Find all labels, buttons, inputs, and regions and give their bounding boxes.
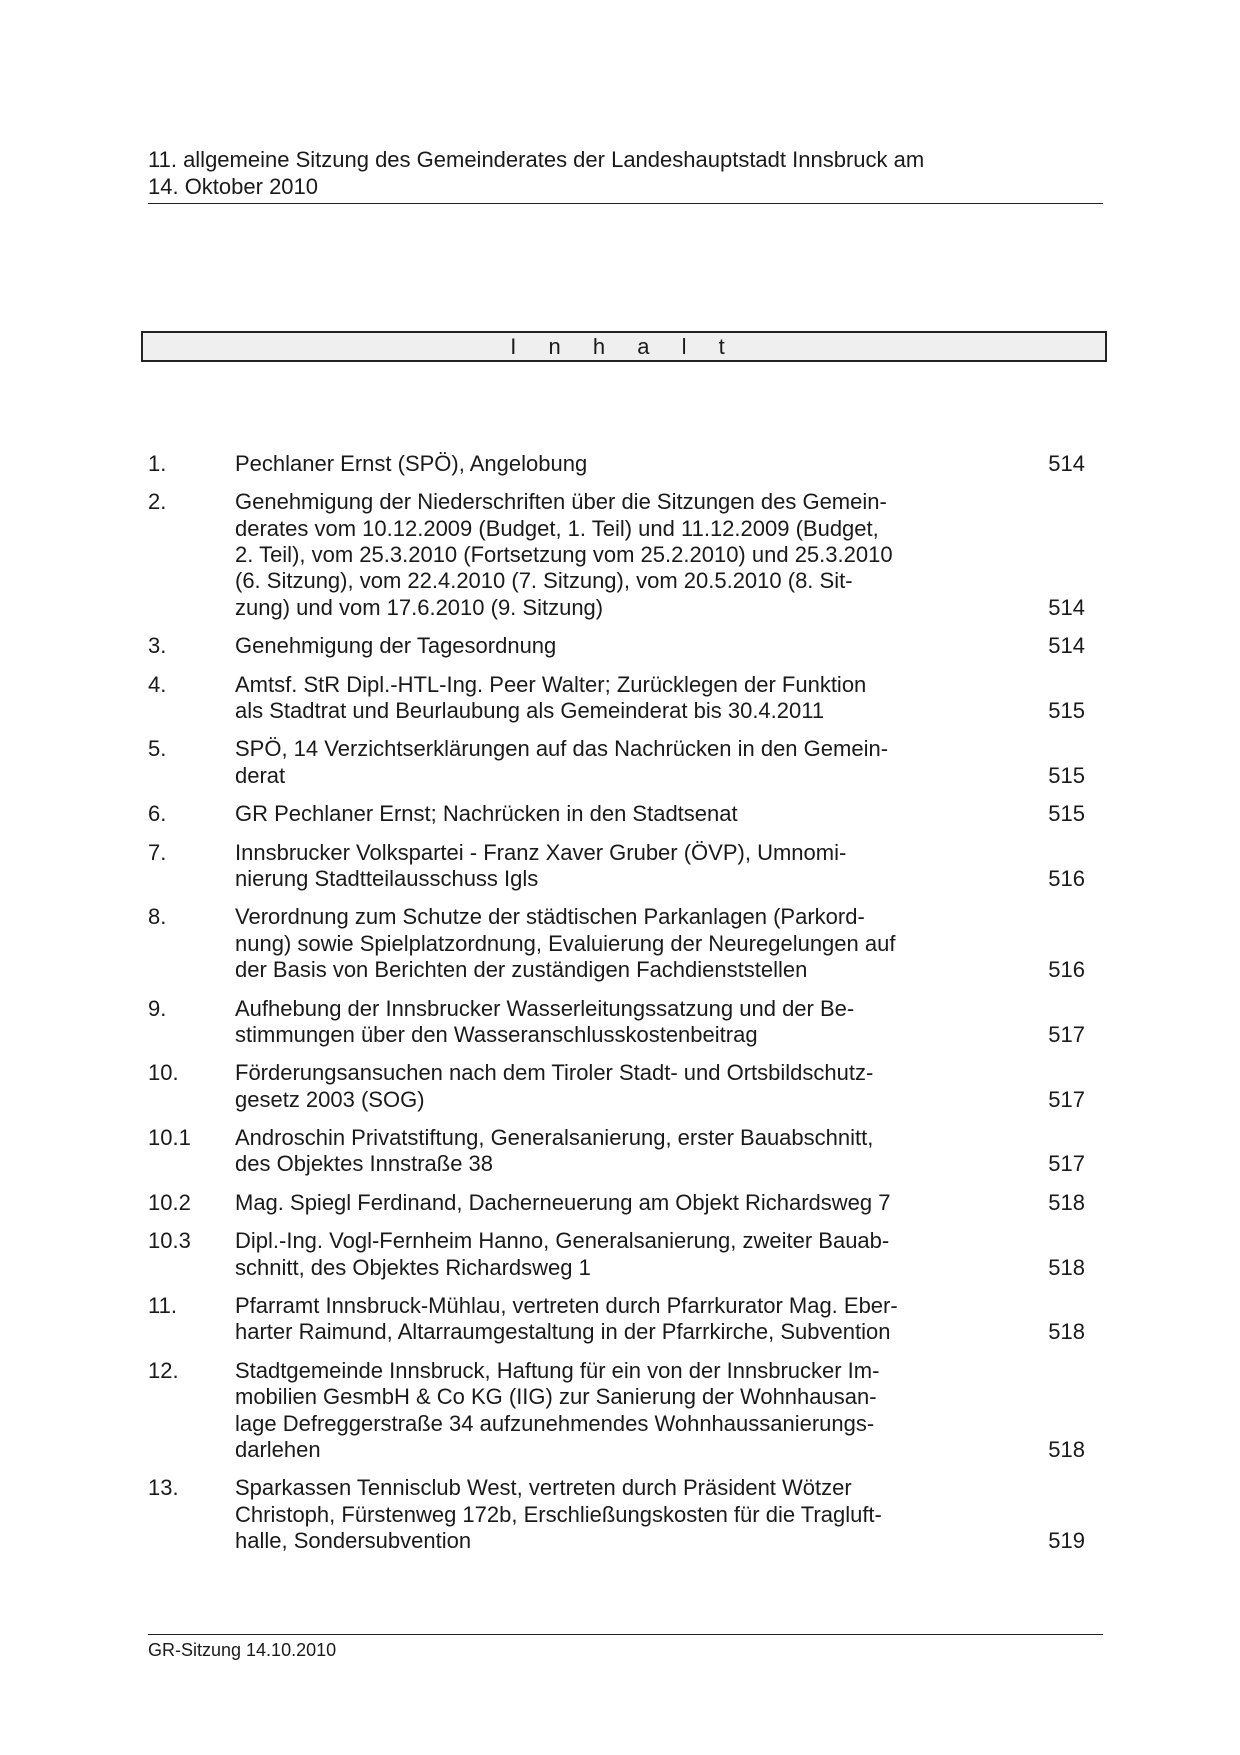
toc-entry-page: 514 bbox=[1048, 633, 1085, 659]
toc-entry-title: Verordnung zum Schutze der städtischen Parkanlagen (Parkord- nung) sowie Spielplatzordnung, Evaluierung der Neuregelungen auf der Basis von Berichten der zuständigen Fachdienststellen bbox=[235, 904, 896, 983]
toc-entry bbox=[148, 1293, 1093, 1346]
toc-entry-number: 13. bbox=[148, 1475, 179, 1501]
toc-entry-number: 6. bbox=[148, 801, 167, 827]
toc-entry-title: Förderungsansuchen nach dem Tiroler Stadt- und Ortsbildschutz- gesetz 2003 (SOG) bbox=[235, 1060, 874, 1112]
toc-entry bbox=[148, 1125, 1093, 1178]
toc-entry-number: 10.3 bbox=[148, 1228, 191, 1254]
toc-entry bbox=[148, 451, 1093, 477]
toc-entry-page: 515 bbox=[1048, 697, 1085, 723]
toc-entry-title: Mag. Spiegl Ferdinand, Dacherneuerung am Objekt Richardsweg 7 bbox=[235, 1189, 891, 1215]
toc-entry-title: Androschin Privatstiftung, Generalsanierung, erster Bauabschnitt, des Objektes Innstraße 38 bbox=[235, 1125, 874, 1177]
toc-entry-title: GR Pechlaner Ernst; Nachrücken in den Stadtsenat bbox=[235, 801, 738, 827]
toc-entry-title: Genehmigung der Niederschriften über die Sitzungen des Gemein- derates vom 10.12.2009 (Budget, 1. Teil) und 11.12.2009 (Budget, 2. Teil), vom 25.3.2010 (Fortsetzung vom 25.2.2010) und 25.3.2010 (6. Sitzung), vom 22.4.2010 (7. Sitzung), vom 20.5.2010 (8. Sit- zung) und vom 17.6.2010 (9. Sitzung) bbox=[235, 489, 893, 620]
toc-entry-number: 10. bbox=[148, 1060, 179, 1086]
toc-entry bbox=[148, 736, 1093, 789]
toc-entry-number: 7. bbox=[148, 839, 167, 865]
toc-entry-page: 518 bbox=[1048, 1436, 1085, 1462]
toc-entry-page: 516 bbox=[1048, 865, 1085, 891]
page-footer bbox=[148, 1634, 1103, 1661]
toc-entry-title: Pechlaner Ernst (SPÖ), Angelobung bbox=[235, 451, 588, 476]
toc-entry-page: 515 bbox=[1048, 801, 1085, 827]
toc-entry-number: 10.1 bbox=[148, 1125, 191, 1151]
toc-entry-page: 517 bbox=[1048, 1086, 1085, 1112]
page-header bbox=[148, 146, 1103, 204]
toc-entry-title: Stadtgemeinde Innsbruck, Haftung für ein von der Innsbrucker Im- mobilien GesmbH & Co KG (IIG) zur Sanierung der Wohnhausan- lage Defreggerstraße 34 aufzunehmendes Wohnhaussanierungs- darlehen bbox=[235, 1357, 880, 1462]
toc-entry-title: Amtsf. StR Dipl.-HTL-Ing. Peer Walter; Zurücklegen der Funktion als Stadtrat und Beurlaubung als Gemeinderat bis 30.4.2011 bbox=[235, 671, 867, 723]
contents-heading: I n h a l t bbox=[141, 331, 1107, 362]
toc-entry bbox=[148, 1060, 1093, 1113]
toc-entry-page: 514 bbox=[1048, 451, 1085, 476]
toc-entry-title: Pfarramt Innsbruck-Mühlau, vertreten durch Pfarrkurator Mag. Eber- harter Raimund, Altarraumgestaltung in der Pfarrkirche, Subvention bbox=[235, 1293, 898, 1345]
footer-text: GR-Sitzung 14.10.2010 bbox=[148, 1640, 337, 1660]
toc-entry-number: 9. bbox=[148, 995, 167, 1021]
toc-entry-page: 517 bbox=[1048, 1151, 1085, 1177]
toc-entry-number: 2. bbox=[148, 489, 167, 515]
toc-entry-number: 11. bbox=[148, 1293, 177, 1319]
toc-entry bbox=[148, 633, 1093, 659]
toc-entry-page: 518 bbox=[1048, 1189, 1085, 1215]
toc-entry bbox=[148, 801, 1093, 827]
toc-entry-page: 517 bbox=[1048, 1021, 1085, 1047]
toc-entry bbox=[148, 672, 1093, 725]
toc-entry-number: 5. bbox=[148, 736, 167, 762]
toc-entry-title: Aufhebung der Innsbrucker Wasserleitungssatzung und der Be- stimmungen über den Wasseranschlusskostenbeitrag bbox=[235, 995, 855, 1047]
toc-entry-title: Sparkassen Tennisclub West, vertreten durch Präsident Wötzer Christoph, Fürstenweg 172b, Erschließungskosten für die Tragluft- halle, Sondersubvention bbox=[235, 1475, 882, 1553]
toc-entry-number: 8. bbox=[148, 904, 167, 930]
header-line-2: 14. Oktober 2010 bbox=[148, 174, 319, 199]
toc-entry bbox=[148, 1475, 1093, 1554]
toc-entry-title: Innsbrucker Volkspartei - Franz Xaver Gruber (ÖVP), Umnomi- nierung Stadtteilausschuss Igls bbox=[235, 839, 847, 891]
toc-entry-title: Dipl.-Ing. Vogl-Fernheim Hanno, Generalsanierung, zweiter Bauab- schnitt, des Objektes Richardsweg 1 bbox=[235, 1228, 890, 1280]
table-of-contents bbox=[148, 451, 1093, 1566]
toc-entry-page: 518 bbox=[1048, 1319, 1085, 1345]
toc-entry-page: 514 bbox=[1048, 594, 1085, 620]
toc-entry-number: 1. bbox=[148, 451, 167, 476]
toc-entry-number: 12. bbox=[148, 1357, 179, 1383]
toc-entry bbox=[148, 1358, 1093, 1463]
header-line-1: 11. allgemeine Sitzung des Gemeinderates der Landeshauptstadt Innsbruck am bbox=[148, 147, 925, 172]
toc-entry bbox=[148, 1228, 1093, 1281]
toc-entry bbox=[148, 1190, 1093, 1216]
toc-entry-number: 3. bbox=[148, 633, 167, 659]
toc-entry-title: SPÖ, 14 Verzichtserklärungen auf das Nachrücken in den Gemein- derat bbox=[235, 736, 889, 788]
toc-entry-page: 518 bbox=[1048, 1254, 1085, 1280]
toc-entry bbox=[148, 996, 1093, 1049]
toc-entry-page: 516 bbox=[1048, 957, 1085, 983]
toc-entry bbox=[148, 904, 1093, 983]
toc-entry-page: 519 bbox=[1048, 1527, 1085, 1553]
toc-entry-number: 4. bbox=[148, 671, 167, 697]
toc-entry-title: Genehmigung der Tagesordnung bbox=[235, 633, 557, 659]
toc-entry-number: 10.2 bbox=[148, 1189, 191, 1215]
toc-entry-page: 515 bbox=[1048, 762, 1085, 788]
toc-entry bbox=[148, 489, 1093, 620]
toc-entry bbox=[148, 840, 1093, 893]
